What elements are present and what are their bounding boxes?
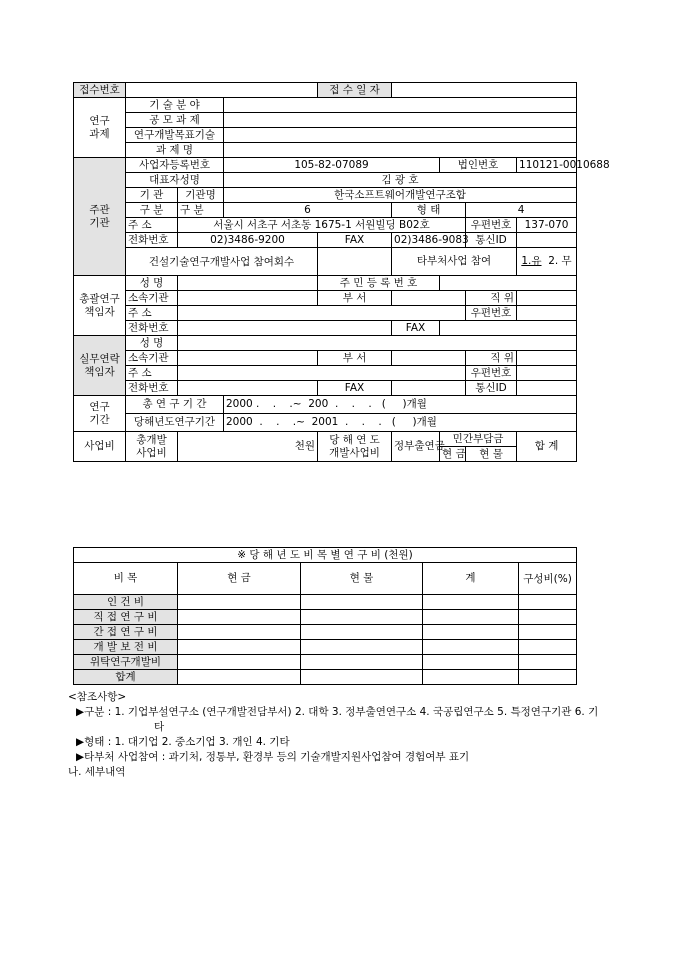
other-ministry-options[interactable] — [517, 248, 577, 276]
detail-row-label: 위탁연구개발비 — [74, 655, 178, 670]
detail-row-label: 간 접 연 구 비 — [74, 625, 178, 640]
lead-aff-label: 소속기관 — [126, 291, 178, 306]
option-yes[interactable]: 1.유 — [521, 255, 542, 267]
org-label: 기 관 — [126, 188, 178, 203]
detail-row-label: 인 건 비 — [74, 595, 178, 610]
option-no[interactable]: 2. 무 — [548, 255, 572, 267]
lead-pos-label: 직 위 — [466, 291, 517, 306]
tel-value[interactable]: 02)3486-9200 — [178, 233, 318, 248]
total-period-value[interactable]: 2000 . . .~ 200 . . . ( )개월 — [224, 396, 577, 414]
comm-id-field[interactable] — [517, 233, 577, 248]
comm-id-label: 통신ID — [466, 233, 517, 248]
biz-reg-value[interactable]: 105-82-07089 — [224, 158, 440, 173]
division-value[interactable]: 6 — [224, 203, 392, 218]
type-label: 형 태 — [392, 203, 466, 218]
detail-cell[interactable] — [519, 670, 577, 685]
work-tel-label: 전화번호 — [126, 381, 178, 396]
tech-field-field[interactable] — [224, 98, 577, 113]
detail-cell[interactable] — [178, 655, 301, 670]
lead-fax-field[interactable] — [440, 321, 577, 336]
private-cash-label: 현 금 — [440, 447, 466, 462]
note-other-ministry: ▶타부처 사업참여 : 과기처, 정통부, 환경부 등의 기술개발지원사업참여 경험여부 표기 — [76, 751, 470, 763]
detail-cell[interactable] — [301, 640, 423, 655]
work-zip-field[interactable] — [517, 366, 577, 381]
call-title-field[interactable] — [224, 113, 577, 128]
gov-fund-label: 정부출연금 — [392, 432, 440, 462]
lead-addr-label: 주 소 — [126, 306, 178, 321]
section-detail-heading: 나. 세부내역 — [68, 766, 126, 778]
detail-cell[interactable] — [178, 670, 301, 685]
detail-cell[interactable] — [178, 625, 301, 640]
rep-label: 대표자성명 — [126, 173, 224, 188]
detail-cell[interactable] — [519, 655, 577, 670]
corp-no-label: 법인번호 — [440, 158, 517, 173]
detail-row-label: 직 접 연 구 비 — [74, 610, 178, 625]
tech-field-label: 기 술 분 야 — [126, 98, 224, 113]
receipt-no-label: 접수번호 — [74, 83, 126, 98]
work-pos-field[interactable] — [517, 351, 577, 366]
zip-label: 우편번호 — [466, 218, 517, 233]
detail-cost-table — [73, 547, 577, 685]
detail-cell[interactable] — [519, 595, 577, 610]
detail-cell[interactable] — [178, 640, 301, 655]
type-value[interactable]: 4 — [466, 203, 577, 218]
private-fund-label: 민간부담금 — [440, 432, 517, 447]
note-division-cont: 타 — [154, 721, 165, 733]
dev-goal-label: 연구개발목표기술 — [126, 128, 224, 143]
detail-cell[interactable] — [423, 595, 519, 610]
detail-header-cash: 현 금 — [178, 563, 301, 595]
fax-label: FAX — [318, 233, 392, 248]
work-name-field[interactable] — [178, 336, 577, 351]
address-label: 주 소 — [126, 218, 178, 233]
application-form-table — [73, 82, 610, 462]
work-comm-label: 통신ID — [466, 381, 517, 396]
lead-group-label: 총괄연구 책임자 — [74, 276, 126, 336]
lead-name-field[interactable] — [178, 276, 318, 291]
detail-cell[interactable] — [301, 670, 423, 685]
detail-cell[interactable] — [423, 625, 519, 640]
total-period-label: 총 연 구 기 간 — [126, 396, 224, 414]
lead-tel-field[interactable] — [178, 321, 392, 336]
detail-banner: ※ 당 해 년 도 비 목 별 연 구 비 (천원) — [74, 548, 577, 563]
private-goods-label: 현 물 — [466, 447, 517, 462]
reference-notes — [68, 690, 638, 780]
work-addr-field[interactable] — [178, 366, 466, 381]
year-dev-label: 당 해 연 도 개발사업비 — [318, 432, 392, 462]
work-group-label: 실무연락 책임자 — [74, 336, 126, 396]
division-label: 구 분 — [126, 203, 178, 218]
work-fax-label: FAX — [318, 381, 392, 396]
receipt-no-field[interactable] — [126, 83, 318, 98]
work-dept-label: 부 서 — [318, 351, 392, 366]
detail-cell[interactable] — [301, 610, 423, 625]
work-comm-field[interactable] — [517, 381, 577, 396]
work-zip-label: 우편번호 — [466, 366, 517, 381]
lead-rrn-field[interactable] — [440, 276, 577, 291]
detail-cell[interactable] — [301, 655, 423, 670]
tel-label: 전화번호 — [126, 233, 178, 248]
lead-fax-label: FAX — [392, 321, 440, 336]
lead-pos-field[interactable] — [517, 291, 577, 306]
lead-rrn-label: 주 민 등 록 번 호 — [318, 276, 440, 291]
detail-header-goods: 현 물 — [301, 563, 423, 595]
detail-cell[interactable] — [423, 670, 519, 685]
call-title-label: 공 모 과 제 — [126, 113, 224, 128]
detail-cell[interactable] — [301, 595, 423, 610]
receipt-date-label: 접 수 일 자 — [318, 83, 392, 98]
total-dev-unit[interactable]: 천원 — [178, 432, 318, 462]
project-title-field[interactable] — [224, 143, 577, 158]
lead-aff-field[interactable] — [178, 291, 318, 306]
org-name-label: 기관명 — [178, 188, 224, 203]
detail-header-total: 계 — [423, 563, 519, 595]
zip-value[interactable]: 137-070 — [517, 218, 577, 233]
lead-name-label: 성 명 — [126, 276, 178, 291]
participation-count-label: 건설기술연구개발사업 참여회수 — [126, 248, 318, 276]
work-name-label: 성 명 — [126, 336, 178, 351]
detail-header-item: 비 목 — [74, 563, 178, 595]
detail-header-ratio: 구성비(%) — [519, 563, 577, 595]
work-aff-field[interactable] — [178, 351, 318, 366]
lead-dept-label: 부 서 — [318, 291, 392, 306]
lead-zip-field[interactable] — [517, 306, 577, 321]
lead-zip-label: 우편번호 — [466, 306, 517, 321]
detail-cell[interactable] — [423, 640, 519, 655]
lead-dept-field[interactable] — [392, 291, 466, 306]
dev-goal-field[interactable] — [224, 128, 577, 143]
work-aff-label: 소속기관 — [126, 351, 178, 366]
lead-tel-label: 전화번호 — [126, 321, 178, 336]
corp-no-value[interactable]: 110121-0010688 — [517, 158, 577, 173]
detail-cell[interactable] — [178, 610, 301, 625]
lead-addr-field[interactable] — [178, 306, 466, 321]
notes-title: <참조사항> — [68, 691, 127, 703]
project-title-label: 과 제 명 — [126, 143, 224, 158]
work-dept-field[interactable] — [392, 351, 466, 366]
detail-cell[interactable] — [519, 610, 577, 625]
detail-row-label: 개 발 보 전 비 — [74, 640, 178, 655]
fax-value[interactable]: 02)3486-9083 — [392, 233, 466, 248]
budget-group-label: 사업비 — [74, 432, 126, 462]
org-name-value[interactable]: 한국소프트웨어개발연구조합 — [224, 188, 577, 203]
detail-row-total-label: 합계 — [74, 670, 178, 685]
project-group-label: 연구 과제 — [74, 98, 126, 158]
work-pos-label: 직 위 — [466, 351, 517, 366]
note-type: ▶형태 : 1. 대기업 2. 중소기업 3. 개인 4. 기타 — [76, 736, 290, 748]
work-addr-label: 주 소 — [126, 366, 178, 381]
detail-cell[interactable] — [301, 625, 423, 640]
participation-count-field[interactable] — [318, 248, 392, 276]
work-fax-field[interactable] — [392, 381, 466, 396]
detail-cell[interactable] — [423, 655, 519, 670]
budget-sum-label: 합 계 — [517, 432, 577, 462]
org-group-label: 주관 기관 — [74, 158, 126, 276]
period-group-label: 연구 기간 — [74, 396, 126, 432]
detail-cell[interactable] — [519, 640, 577, 655]
division-sub-label: 구 분 — [178, 203, 224, 218]
detail-cell[interactable] — [423, 610, 519, 625]
detail-cell[interactable] — [178, 595, 301, 610]
detail-cell[interactable] — [519, 625, 577, 640]
note-division: ▶구분 : 1. 기업부설연구소 (연구개발전담부서) 2. 대학 3. 정부출연연구소 4. 국공립연구소 5. 특정연구기관 6. 기 — [76, 706, 599, 718]
year-period-label: 당해년도연구기간 — [126, 414, 224, 432]
year-period-value[interactable]: 2000 . . .~ 2001 . . . ( )개월 — [224, 414, 577, 432]
work-tel-field[interactable] — [178, 381, 318, 396]
rep-value[interactable]: 김 광 호 — [224, 173, 577, 188]
address-value[interactable]: 서울시 서초구 서초동 1675-1 서원빌딩 B02호 — [178, 218, 466, 233]
other-ministry-label: 타부처사업 참여 — [392, 248, 517, 276]
receipt-date-field[interactable] — [392, 83, 577, 98]
total-dev-label: 총개발 사업비 — [126, 432, 178, 462]
biz-reg-label: 사업자등록번호 — [126, 158, 224, 173]
